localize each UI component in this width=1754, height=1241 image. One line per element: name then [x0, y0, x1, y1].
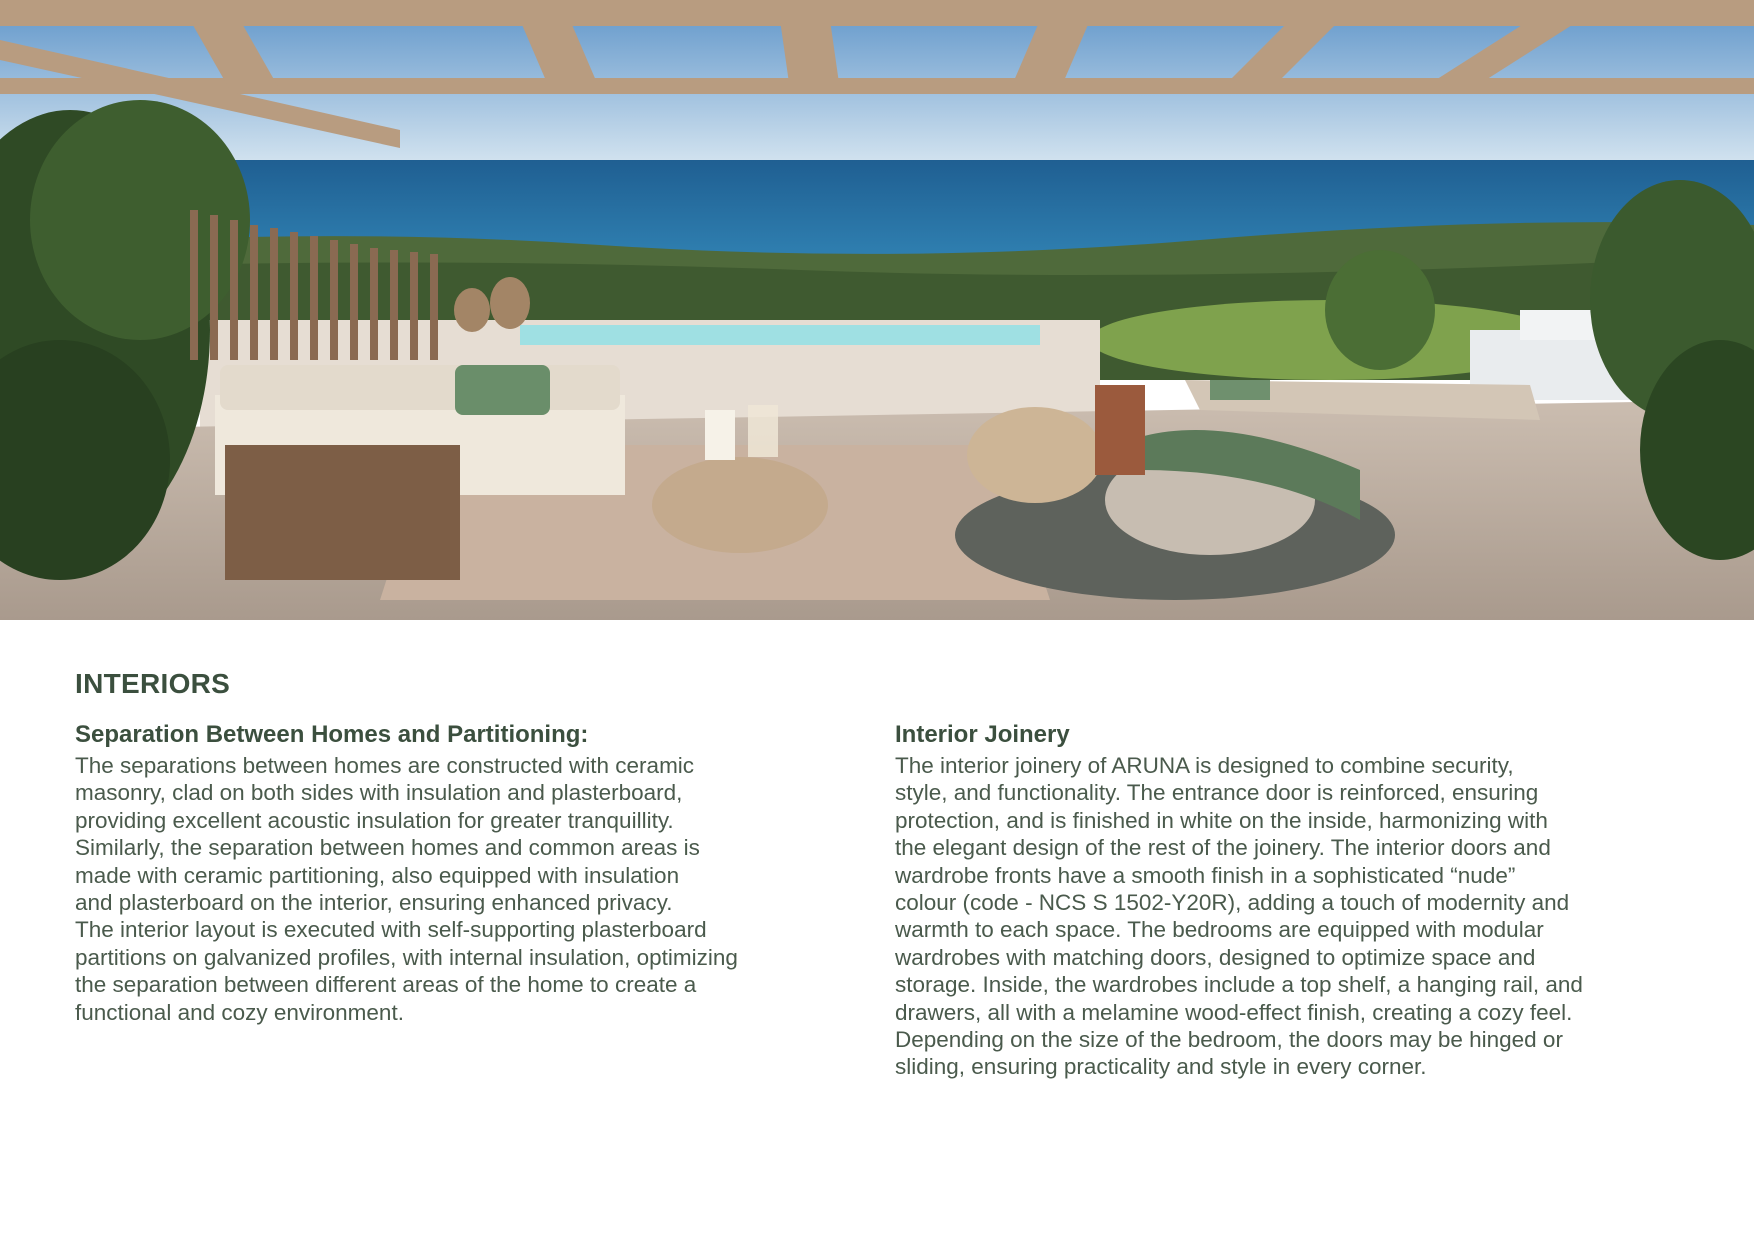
- hero-image: [0, 0, 1754, 620]
- right-column-heading: Interior Joinery: [895, 721, 1070, 748]
- left-column-heading: Separation Between Homes and Partitioning:: [75, 721, 589, 748]
- right-column: [895, 720, 1675, 1081]
- left-column-body: The separations between homes are constructed with ceramic masonry, clad on both sides with insulation and plasterboard, providing excellent acoustic insulation for greater tranquillity. Similarly, the separation between homes and common areas is made with ceramic partitioning, also equipped with insulation and plasterboard on the interior, ensuring enhanced privacy. The interior layout is executed with self-supporting plasterboard partitions on galvanized profiles, with internal insulation, optimizing the separation between different areas of the home to create a functional and cozy environment.: [75, 753, 738, 1025]
- section-title: INTERIORS: [75, 668, 231, 699]
- left-column: [75, 720, 855, 1026]
- right-column-body: The interior joinery of ARUNA is designed to combine security, style, and functionality. The entrance door is reinforced, ensuring protection, and is finished in white on the inside, harmonizing with the elegant design of the rest of the joinery. The interior doors and wardrobe fronts have a smooth finish in a sophisticated “nude” colour (code - NCS S 1502-Y20R), adding a touch of modernity and warmth to each space. The bedrooms are equipped with modular wardrobes with matching doors, designed to optimize space and storage. Inside, the wardrobes include a top shelf, a hanging rail, and drawers, all with a melamine wood-effect finish, creating a cozy feel. Depending on the size of the bedroom, the doors may be hinged or sliding, ensuring practicality and style in every corner.: [895, 753, 1583, 1080]
